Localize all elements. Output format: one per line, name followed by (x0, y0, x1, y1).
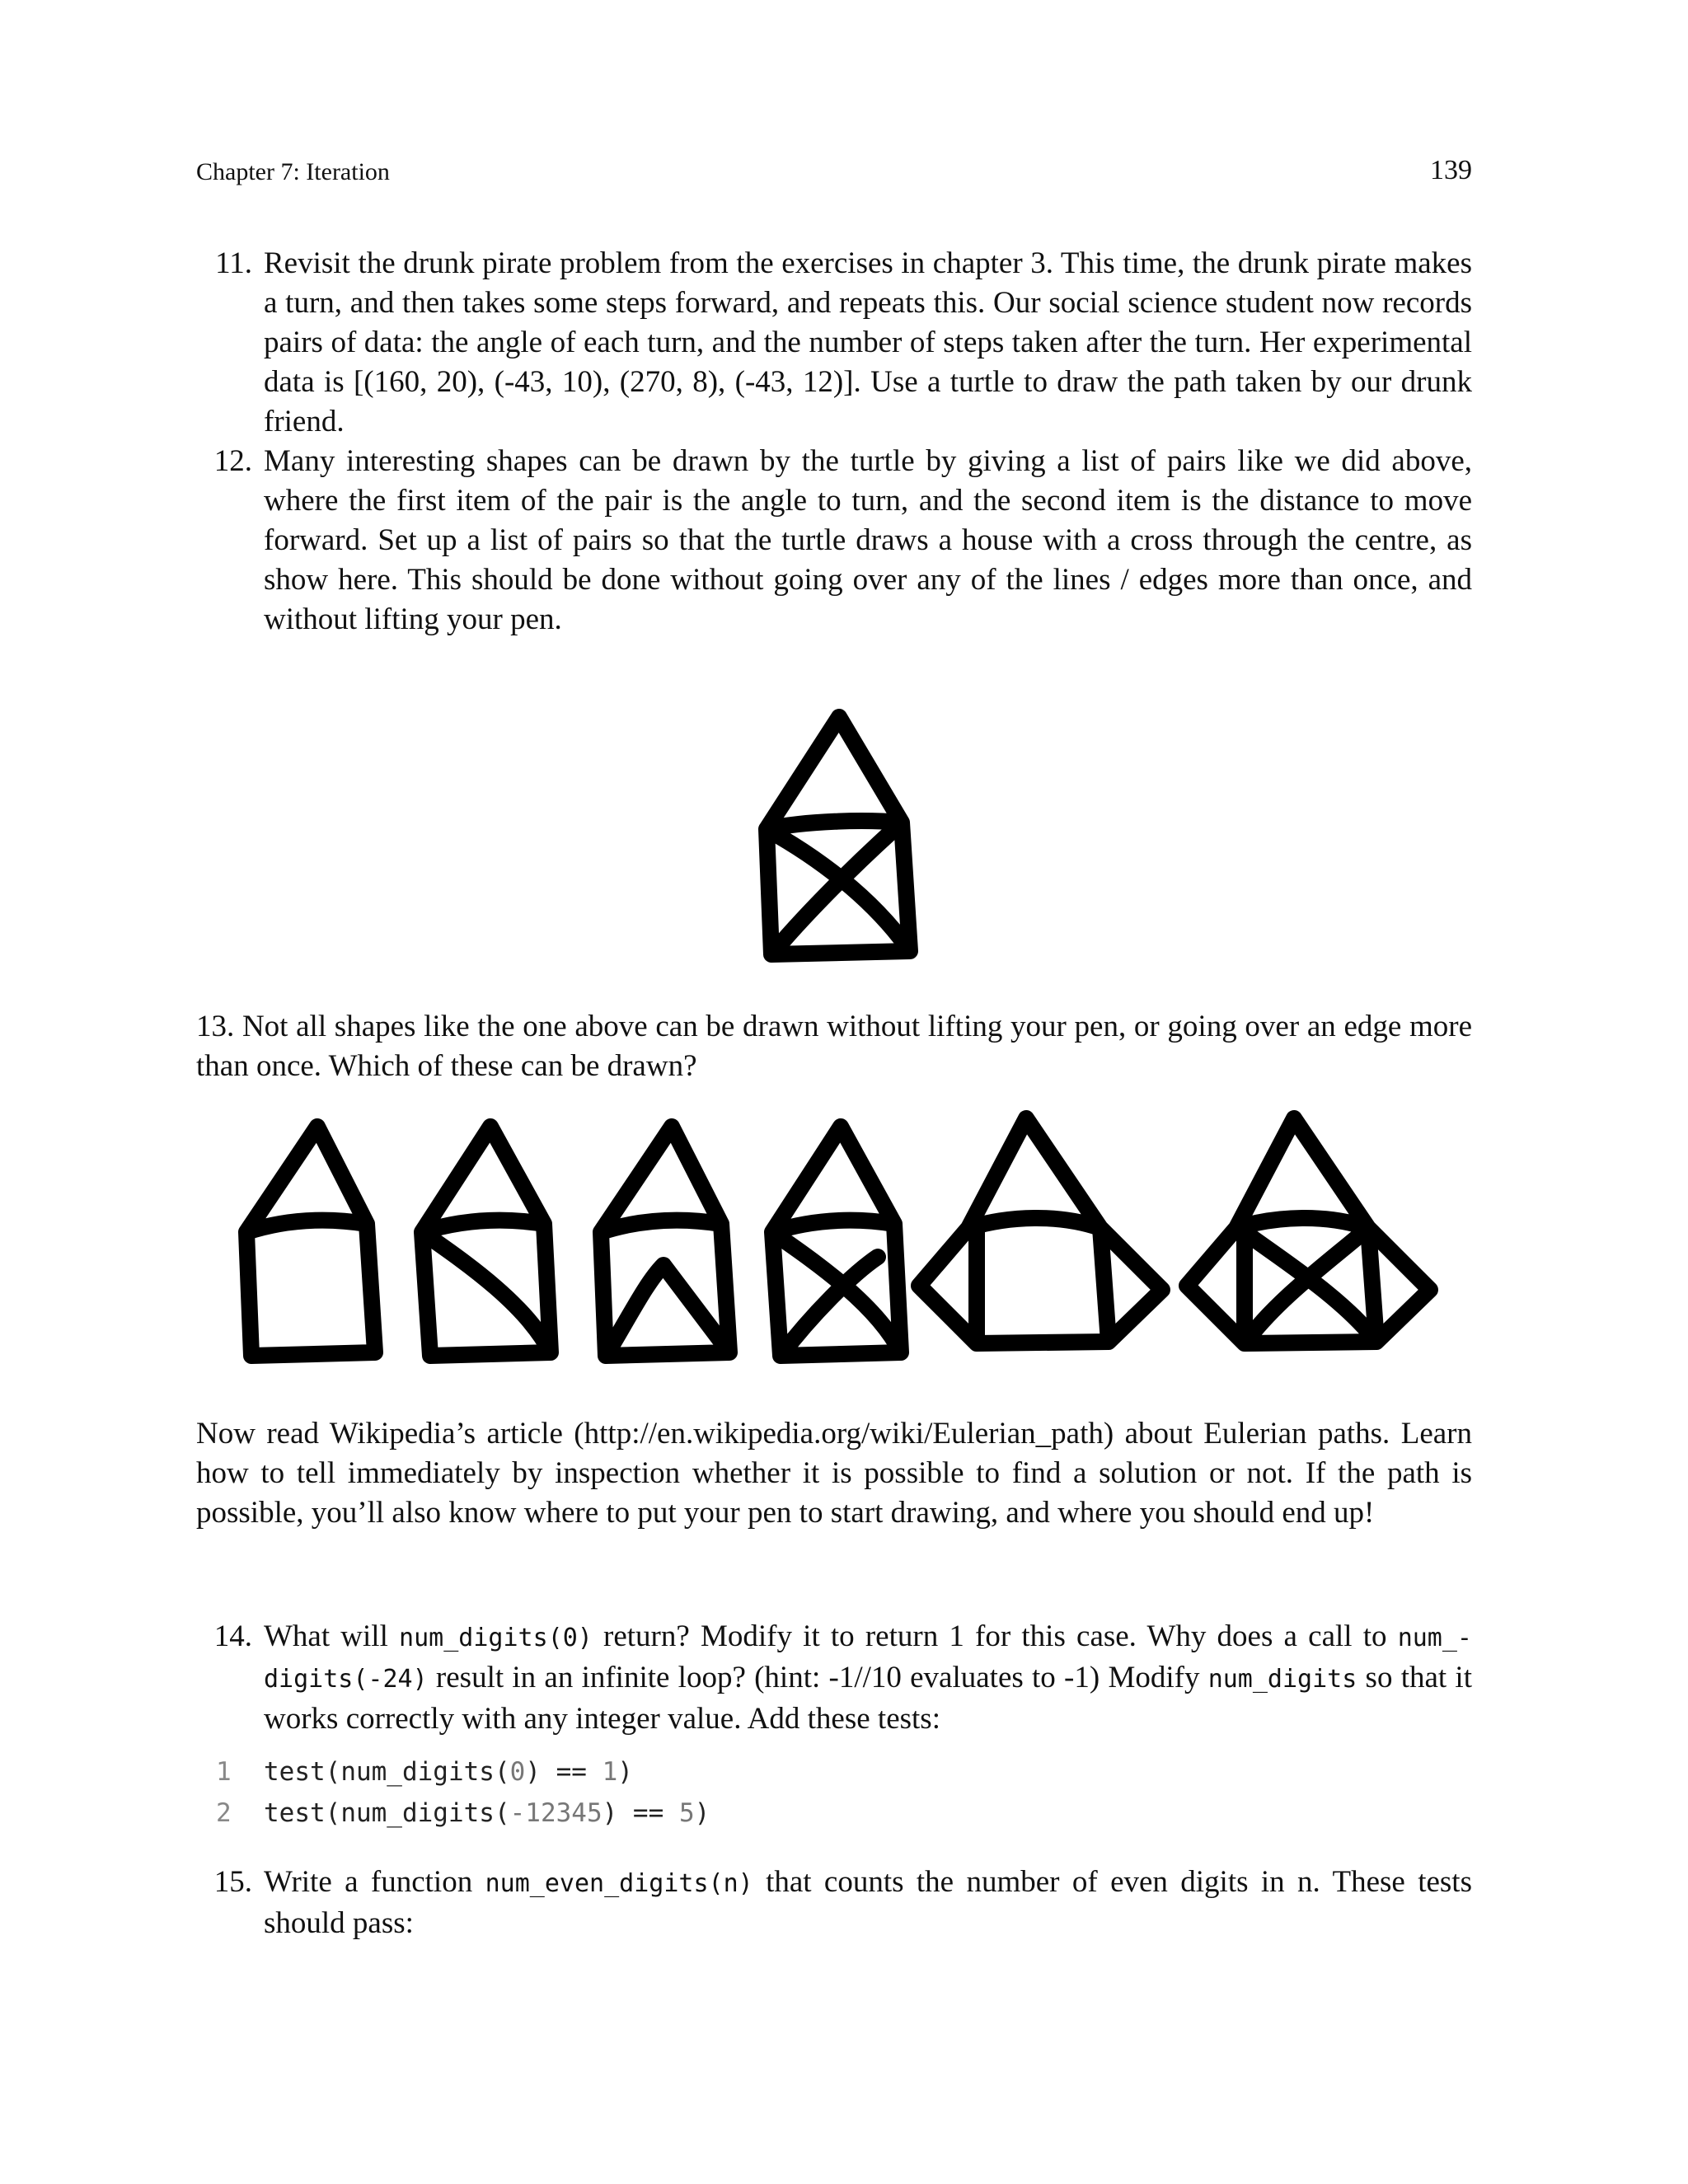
text-run: Write a function (264, 1865, 485, 1899)
code-literal: -12345 (509, 1798, 603, 1828)
text-run: so that it works correctly with any integer value. Add these tests: (264, 1661, 1472, 1736)
code-token: test(num_digits( (264, 1757, 510, 1787)
exercise-text (264, 1617, 1472, 1739)
exercise-12 (196, 442, 1472, 640)
exercise-list-15 (196, 1863, 1472, 1943)
house-with-cross-figure (757, 707, 921, 963)
inline-code: num_digits (1207, 1665, 1357, 1694)
code-token: ) (694, 1798, 710, 1828)
exercise-text: Revisit the drunk pirate problem from the exercises in chapter 3. This time, the drunk pirate makes a turn, and then takes some steps forward, and repeats this. Our social science student now records pairs of data: the angle of each turn, and the number of steps taken after the turn. Her experimental data is [(160, 20), (-43, 10), (270, 8), (-43, 12)]. Use a turtle to draw the path taken by our drunk friend. (264, 246, 1472, 438)
exercise-13: 13. Not all shapes like the one above can be drawn without lifting your pen, or going over an edge more than once. Which of these can be drawn? (196, 1010, 1472, 1083)
chapter-title: Chapter 7: Iteration (196, 158, 390, 185)
code-line (196, 1751, 1472, 1793)
code-text (264, 1793, 710, 1834)
house-variant-3 (589, 1117, 738, 1364)
exercise-14 (196, 1617, 1472, 1739)
code-block (196, 1751, 1472, 1834)
exercise-number: 14. (213, 1619, 252, 1653)
code-token: test(num_digits( (264, 1798, 510, 1828)
house-variant-4 (762, 1117, 911, 1364)
eulerian-paragraph: Now read Wikipedia’s article (http://en.wikipedia.org/wiki/Eulerian_path) about Eulerian paths. Learn how to tell immediately by inspection whether it is possible to find a solution or not. If the path is possible, you’ll also know where to put your pen to start drawing, and where you should end up! (196, 1417, 1472, 1530)
text-run: that counts the number of even digits in n. These tests should pass: (264, 1865, 1472, 1940)
house-variant-6 (1179, 1108, 1442, 1364)
code-literal: 5 (678, 1798, 695, 1828)
inline-code: num_even_digits(n) (485, 1869, 753, 1898)
code-literal: 1 (602, 1757, 618, 1787)
code-text (264, 1751, 633, 1793)
exercise-list-11-12 (196, 244, 1472, 640)
text-run: What will (264, 1619, 400, 1653)
exercise-text (264, 1863, 1472, 1943)
page-header (196, 155, 1472, 196)
exercise-number: 15. (213, 1865, 252, 1899)
code-line (196, 1793, 1472, 1834)
code-token: ) == (602, 1798, 679, 1828)
house-variant-5 (911, 1108, 1175, 1364)
exercise-number: 12. (213, 444, 252, 478)
line-number: 2 (216, 1798, 232, 1828)
exercise-text: Many interesting shapes can be drawn by the turtle by giving a list of pairs like we did above, where the first item of the pair is the angle to turn, and the second item is the distance to move forward. Set up a list of pairs so that the turtle draws a house with a cross through the centre, as show here. This should be done without going over any of the lines / edges more than once, and without lifting your pen. (264, 444, 1472, 636)
line-number: 1 (216, 1757, 232, 1787)
inline-code: num_-digits(-24) (264, 1624, 1472, 1694)
exercise-11 (196, 244, 1472, 442)
code-token: ) == (525, 1757, 603, 1787)
exercise-number: 11. (215, 246, 252, 280)
text-run: return? Modify it to return 1 for this case. Why does a call to (592, 1619, 1398, 1653)
exercise-15 (196, 1863, 1472, 1943)
code-token: ) (617, 1757, 633, 1787)
inline-code: num_digits(0) (399, 1624, 593, 1652)
text-run: result in an infinite loop? (hint: -1//10 evaluates to -1) Modify (427, 1661, 1208, 1694)
code-literal: 0 (509, 1757, 526, 1787)
exercise-list-14 (196, 1617, 1472, 1739)
house-variant-2 (412, 1117, 560, 1364)
page-number: 139 (1430, 155, 1472, 185)
house-variant-1 (235, 1117, 383, 1364)
